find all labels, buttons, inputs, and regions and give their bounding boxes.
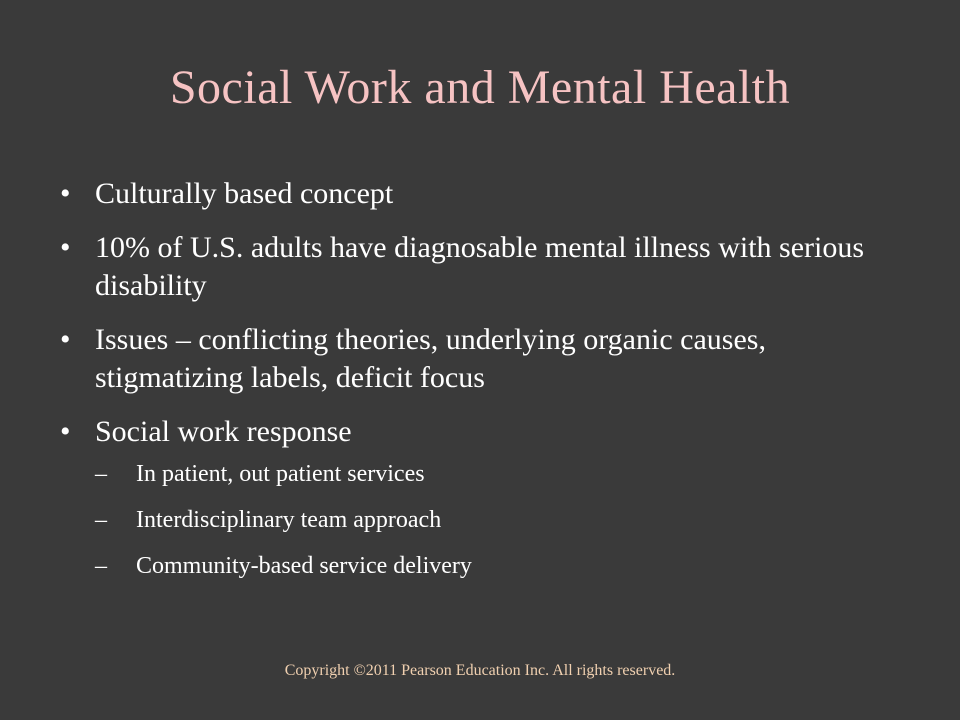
sub-bullet-marker: –: [95, 507, 107, 533]
sub-bullet-text: Community-based service delivery: [136, 553, 472, 579]
copyright-footer: Copyright ©2011 Pearson Education Inc. All rights reserved.: [284, 662, 676, 679]
bullet-item: [60, 413, 880, 583]
bullet-text: Culturally based concept: [95, 177, 394, 210]
bullet-marker: •: [60, 177, 71, 210]
slide-title: Social Work and Mental Health: [169, 61, 791, 114]
sub-bullet-marker: –: [95, 553, 107, 579]
sub-bullet-marker: –: [95, 461, 107, 487]
bullet-list: [60, 175, 880, 599]
sub-bullet-list: [95, 457, 880, 583]
sub-bullet-item: [95, 549, 880, 583]
sub-bullet-item: [95, 503, 880, 537]
bullet-marker: •: [60, 323, 71, 356]
bullet-marker: •: [60, 415, 71, 448]
sub-bullet-item: [95, 457, 880, 491]
bullet-marker: •: [60, 231, 71, 264]
bullet-item: [60, 175, 880, 213]
sub-bullet-text: In patient, out patient services: [136, 461, 425, 487]
bullet-item: [60, 321, 880, 397]
bullet-text: 10% of U.S. adults have diagnosable mental illness with serious disability: [95, 231, 865, 302]
bullet-text: Issues – conflicting theories, underlying organic causes, stigmatizing labels, deficit focus: [95, 323, 766, 394]
sub-bullet-text: Interdisciplinary team approach: [136, 507, 442, 533]
bullet-item: [60, 229, 880, 305]
bullet-text: Social work response: [95, 415, 352, 448]
